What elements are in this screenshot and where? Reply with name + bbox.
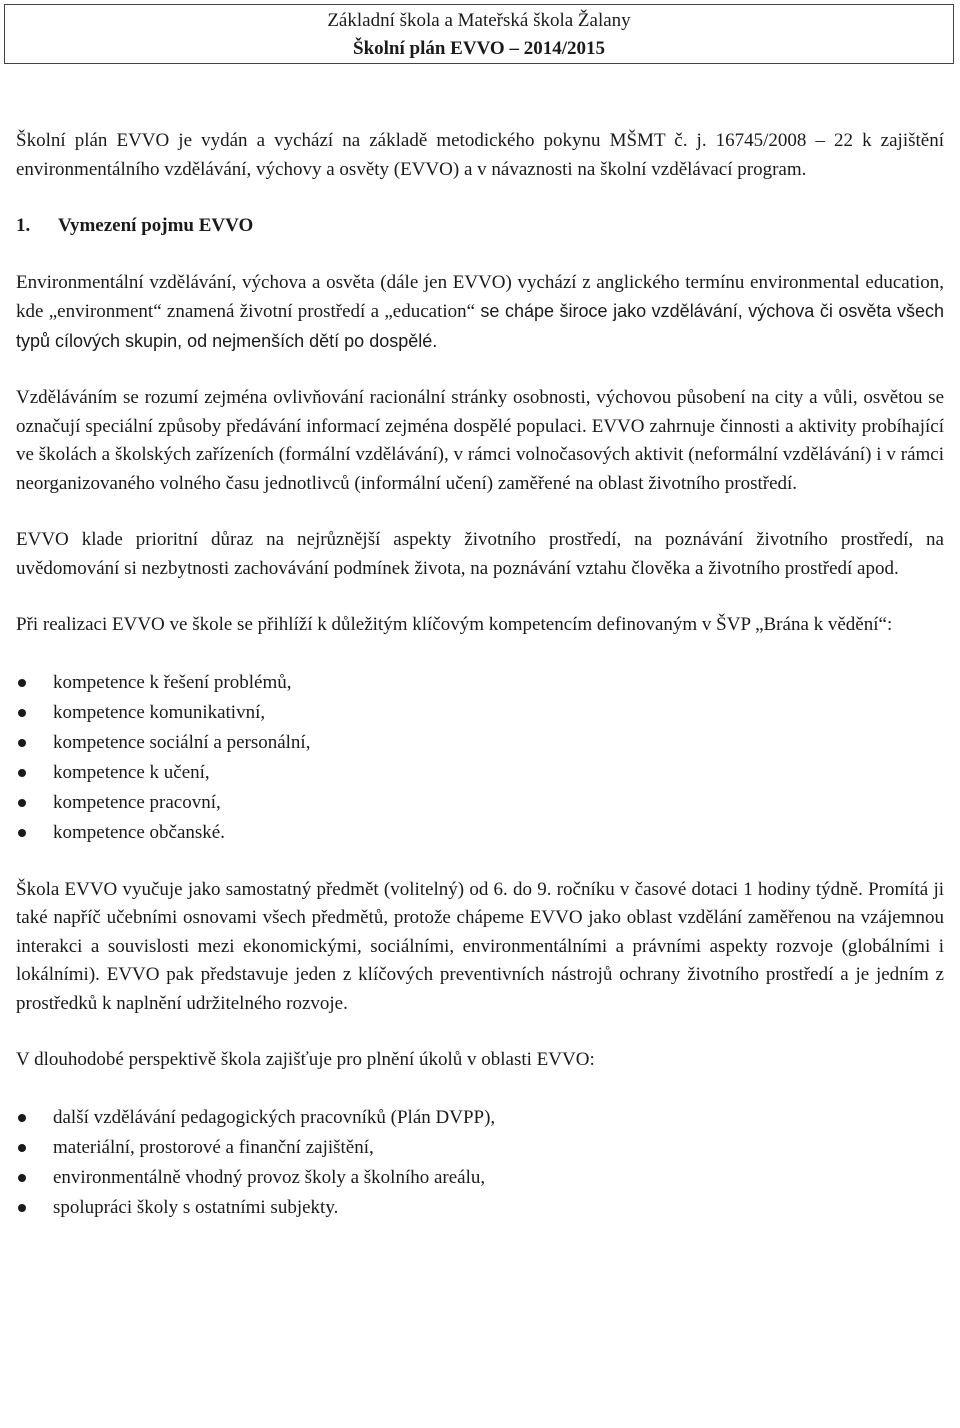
document-body	[16, 127, 944, 1223]
list-item: kompetence sociální a personální,	[16, 728, 944, 758]
list-item: kompetence k učení,	[16, 758, 944, 788]
list-item: spolupráci školy s ostatními subjekty.	[16, 1193, 944, 1223]
education-paragraph: Vzděláváním se rozumí zejména ovlivňování racionální stránky osobnosti, výchovou působení na city a vůli, osvětou se označují speciální způsoby předávání informací zejména dospělé populaci. EVVO zahrnuje činnosti a aktivity probíhající ve školách a školských zařízeních (formální vzdělávání), v rámci volnočasových aktivit (neformální vzdělávání) i v rámci neorganizovaného volného času jednotlivců (informální učení) zaměřené na oblast životního prostředí.	[16, 387, 944, 494]
section-title: Vymezení pojmu EVVO	[58, 215, 254, 236]
definition-paragraph	[16, 269, 944, 357]
list-item: environmentálně vhodný provoz školy a školního areálu,	[16, 1163, 944, 1193]
subject-paragraph: Škola EVVO vyučuje jako samostatný předmět (volitelný) od 6. do 9. ročníku v časové dotaci 1 hodiny týdně. Promítá ji také napříč učebními osnovami všech předmětů, protože chápeme EVVO jako oblast vzdělání zaměřenou na vzájemnou interakci a souvislosti mezi ekonomickými, sociálními, environmentálními a právními aspekty rozvoje (globálními i lokálními). EVVO pak představuje jeden z klíčových preventivních nástrojů ochrany životního prostředí a je jedním z prostředků k naplnění udržitelného rozvoje.	[16, 878, 944, 1014]
bullet-icon	[18, 709, 26, 717]
list-item: další vzdělávání pedagogických pracovníků (Plán DVPP),	[16, 1103, 944, 1133]
intro-paragraph: Školní plán EVVO je vydán a vychází na základě metodického pokynu MŠMT č. j. 16745/2008 – 22 k zajištění environmentálního vzdělávání, výchovy a osvěty (EVVO) a v návaznosti na školní vzdělávací program.	[16, 130, 944, 180]
bullet-icon	[18, 1144, 26, 1152]
bullet-icon	[18, 1114, 26, 1122]
bullet-icon	[18, 1204, 26, 1212]
tasks-list	[16, 1103, 944, 1223]
list-item: kompetence k řešení problémů,	[16, 668, 944, 698]
competences-intro: Při realizaci EVVO ve škole se přihlíží k důležitým klíčovým kompetencím definovaným v ŠVP „Brána k vědění“:	[16, 614, 893, 635]
plan-title: Školní plán EVVO – 2014/2015	[353, 38, 605, 59]
bullet-icon	[18, 799, 26, 807]
competences-list	[16, 668, 944, 848]
list-item: kompetence pracovní,	[16, 788, 944, 818]
bullet-icon	[18, 769, 26, 777]
list-item: materiální, prostorové a finanční zajištění,	[16, 1133, 944, 1163]
section-number: 1.	[16, 215, 31, 236]
definition-text-serif: Environmentální vzdělávání, výchova a osvěta (dále jen EVVO) vychází z anglického termínu environmental education, kde „environment“ znamená životní prostředí a „education“	[16, 271, 944, 322]
tasks-intro: V dlouhodobé perspektivě škola zajišťuje pro plnění úkolů v oblasti EVVO:	[16, 1049, 595, 1070]
school-name: Základní škola a Mateřská škola Žalany	[327, 10, 631, 31]
list-item: kompetence občanské.	[16, 818, 944, 848]
priority-paragraph: EVVO klade prioritní důraz na nejrůznější aspekty životního prostředí, na poznávání životního prostředí, na uvědomování si nezbytnosti zachovávání podmínek života, na poznávání vztahu člověka a životního prostředí apod.	[16, 529, 944, 579]
page-header	[4, 4, 954, 64]
bullet-icon	[18, 679, 26, 687]
bullet-icon	[18, 1174, 26, 1182]
bullet-icon	[18, 739, 26, 747]
list-item: kompetence komunikativní,	[16, 698, 944, 728]
bullet-icon	[18, 829, 26, 837]
definition-text-sans: se chápe široce jako vzdělávání, výchova či osvěta všech typů cílových skupin, od nejmenších dětí po dospělé.	[16, 301, 944, 351]
section-heading	[16, 212, 944, 241]
